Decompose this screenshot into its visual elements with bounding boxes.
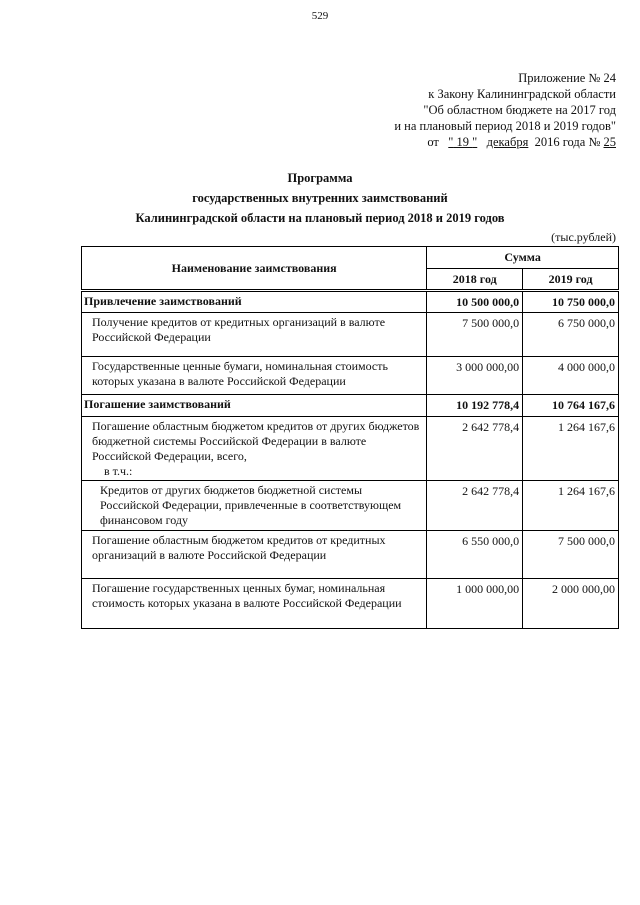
row-name: Привлечение заимствований — [82, 291, 427, 313]
table-row — [82, 481, 619, 531]
row-value-2018: 7 500 000,0 — [427, 313, 523, 357]
row-name: Кредитов от других бюджетов бюджетной системы Российской Федерации, привлеченные в соответствующем финансовом году — [82, 481, 427, 531]
appendix-line: к Закону Калининградской области — [428, 87, 616, 101]
row-name: Государственные ценные бумаги, номинальная стоимость которых указана в валюте Российской Федерации — [82, 357, 427, 395]
date-month: декабря — [486, 135, 529, 149]
date-number: 25 — [603, 135, 616, 149]
row-value-2018: 3 000 000,00 — [427, 357, 523, 395]
table-row — [82, 531, 619, 579]
row-name: Погашение областным бюджетом кредитов от кредитных организаций в валюте Российской Федерации — [82, 531, 427, 579]
row-value-2019: 1 264 167,6 — [523, 481, 619, 531]
table-row — [82, 579, 619, 629]
appendix-date-line — [394, 134, 616, 150]
title-line: Программа — [287, 171, 353, 185]
appendix-header — [394, 70, 616, 150]
row-value-2018: 2 642 778,4 — [427, 481, 523, 531]
header-name: Наименование заимствования — [82, 247, 427, 291]
table-row — [82, 357, 619, 395]
document-title — [0, 168, 640, 228]
header-sum: Сумма — [427, 247, 619, 269]
appendix-line: Приложение № 24 — [518, 71, 616, 85]
row-name-sub: в т.ч.: — [104, 464, 133, 478]
row-value-2019: 7 500 000,0 — [523, 531, 619, 579]
header-2018: 2018 год — [427, 269, 523, 291]
date-open-quote: " — [448, 135, 454, 149]
date-day-value: 19 — [456, 135, 470, 149]
units-label: (тыс.рублей) — [551, 230, 616, 244]
row-value-2019: 6 750 000,0 — [523, 313, 619, 357]
row-value-2019: 1 264 167,6 — [523, 417, 619, 481]
row-name: Погашение государственных ценных бумаг, номинальная стоимость которых указана в валюте Российской Федерации — [82, 579, 427, 629]
table-row — [82, 313, 619, 357]
table-row — [82, 395, 619, 417]
page-number: 529 — [311, 10, 329, 22]
row-name: Погашение заимствований — [82, 395, 427, 417]
appendix-line: "Об областном бюджете на 2017 год — [423, 103, 616, 117]
row-value-2018: 2 642 778,4 — [427, 417, 523, 481]
title-line: государственных внутренних заимствований — [192, 191, 448, 205]
row-value-2018: 10 192 778,4 — [427, 395, 523, 417]
row-value-2019: 10 750 000,0 — [523, 291, 619, 313]
title-line: Калининградской области на плановый период 2018 и 2019 годов — [135, 211, 505, 225]
appendix-line: и на плановый период 2018 и 2019 годов" — [394, 119, 616, 133]
table-row — [82, 417, 619, 481]
date-day — [448, 135, 477, 149]
date-year: 2016 года № — [534, 135, 601, 149]
row-value-2019: 4 000 000,0 — [523, 357, 619, 395]
borrowing-table — [81, 246, 619, 629]
row-name — [82, 417, 427, 481]
row-name-text: Погашение областным бюджетом кредитов от других бюджетов бюджетной системы Российской Федерации в валюте Российской Федерации, всего, — [92, 419, 420, 463]
row-value-2019: 2 000 000,00 — [523, 579, 619, 629]
header-2019: 2019 год — [523, 269, 619, 291]
table-row — [82, 291, 619, 313]
date-close-quote: " — [472, 135, 478, 149]
row-value-2018: 6 550 000,0 — [427, 531, 523, 579]
row-value-2018: 1 000 000,00 — [427, 579, 523, 629]
date-prefix: от — [427, 135, 439, 149]
row-value-2018: 10 500 000,0 — [427, 291, 523, 313]
row-name: Получение кредитов от кредитных организаций в валюте Российской Федерации — [82, 313, 427, 357]
row-value-2019: 10 764 167,6 — [523, 395, 619, 417]
